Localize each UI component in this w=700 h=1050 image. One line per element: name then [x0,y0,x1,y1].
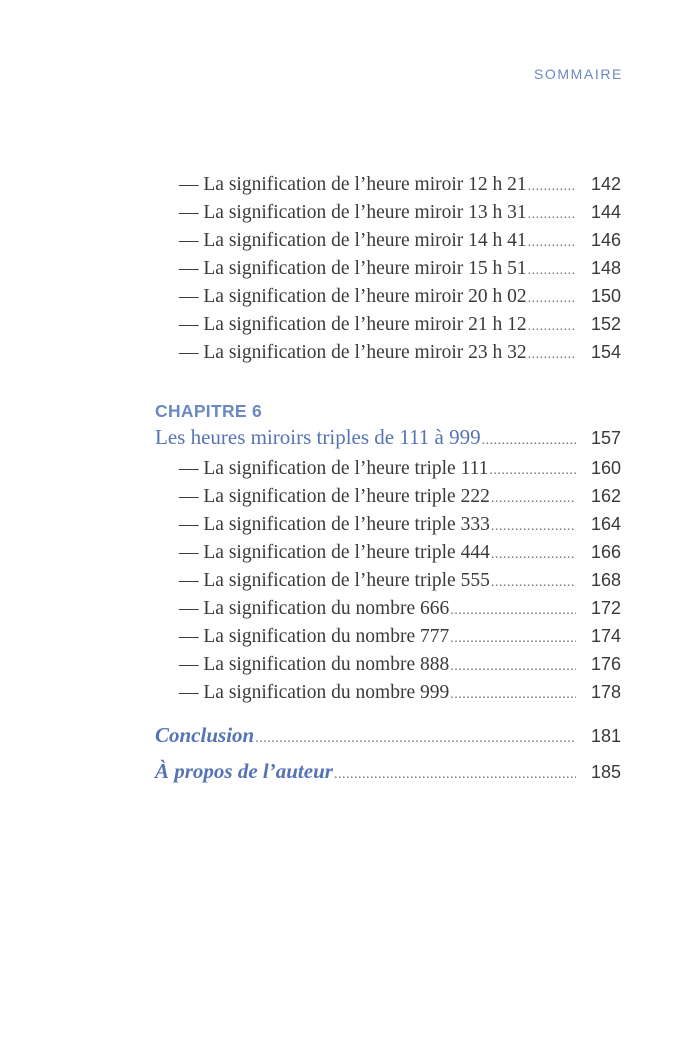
toc-entry-label: — La signification de l’heure miroir 20 h 02 [179,286,527,307]
toc-entry-label: — La signification du nombre 888 [179,654,450,675]
leader-dots [528,257,576,285]
chapter-title-page: 157 [590,428,621,448]
leader-dots [491,569,576,597]
toc-entry-label: À propos de l’auteur [155,759,333,783]
toc-entry-label: — La signification de l’heure miroir 23 h 32 [179,342,527,363]
toc-entry[interactable] [155,510,621,538]
toc-entry-page: 178 [590,682,621,702]
toc-entry-label: — La signification de l’heure triple 444 [179,542,490,563]
toc-entry-page: 174 [590,626,621,646]
leader-dots [491,541,576,569]
chapter-heading: CHAPITRE 6 [155,401,263,421]
leader-dots [489,457,576,485]
toc-group-heure-miroir [155,170,621,366]
toc-chapter-6 [155,400,621,706]
leader-dots [450,625,576,653]
toc-entry[interactable] [155,338,621,366]
leader-dots [528,285,576,313]
toc-entry[interactable] [155,454,621,482]
toc-entry-page: 185 [590,762,621,782]
toc-entry-page: 168 [590,570,621,590]
chapter-title-label: Les heures miroirs triples de 111 à 999 [155,425,481,449]
leader-dots [528,341,576,369]
leader-dots [450,653,576,681]
toc-entry-page: 144 [590,202,621,222]
leader-dots [528,201,576,229]
toc-entry-label: — La signification de l’heure miroir 12 h 21 [179,174,527,195]
toc-entry-page: 176 [590,654,621,674]
toc-entry-page: 154 [590,342,621,362]
toc-entry-page: 160 [590,458,621,478]
toc-entry-label: — La signification de l’heure miroir 14 h 41 [179,230,527,251]
toc-entry[interactable] [155,170,621,198]
leader-dots [450,597,576,625]
toc-entry[interactable] [155,538,621,566]
toc-entry-label: — La signification du nombre 777 [179,626,450,647]
chapter-title-entry[interactable] [155,422,621,454]
toc-entry-page: 166 [590,542,621,562]
leader-dots [528,229,576,257]
toc-back-matter [155,720,621,788]
toc-entry-conclusion[interactable] [155,720,621,756]
toc-entry-label: — La signification de l’heure triple 111 [179,458,489,479]
toc-entry[interactable] [155,650,621,678]
toc-entry-label: — La signification du nombre 666 [179,598,450,619]
toc-entry-page: 148 [590,258,621,278]
toc-entry[interactable] [155,254,621,282]
toc-entry-label: — La signification de l’heure triple 555 [179,570,490,591]
toc-entry-label: — La signification du nombre 999 [179,682,450,703]
toc-entry-label: Conclusion [155,723,255,747]
leader-dots [491,513,576,541]
toc-entry-label: — La signification de l’heure miroir 21 h 12 [179,314,527,335]
running-head: SOMMAIRE [533,66,623,82]
leader-dots [491,485,576,513]
toc-entry-about-author[interactable] [155,756,621,788]
toc-entry-page: 181 [590,726,621,746]
toc-entry-label: — La signification de l’heure triple 222 [179,486,490,507]
toc-entry-page: 142 [590,174,621,194]
leader-dots [528,313,576,341]
toc-entry[interactable] [155,282,621,310]
toc-entry-label: — La signification de l’heure miroir 15 h 51 [179,258,527,279]
toc-entry-page: 164 [590,514,621,534]
toc-entry-page: 162 [590,486,621,506]
leader-dots [334,760,576,790]
leader-dots [450,681,576,709]
toc-entry[interactable] [155,566,621,594]
toc-entry-page: 172 [590,598,621,618]
toc-entry[interactable] [155,226,621,254]
toc-entry-label: — La signification de l’heure miroir 13 h 31 [179,202,527,223]
leader-dots [255,724,576,754]
toc-entry[interactable] [155,594,621,622]
toc-entry-page: 146 [590,230,621,250]
leader-dots [528,173,576,201]
toc-entry[interactable] [155,622,621,650]
toc-entry-label: — La signification de l’heure triple 333 [179,514,490,535]
toc-entry[interactable] [155,198,621,226]
toc-entry-page: 150 [590,286,621,306]
toc-entry[interactable] [155,482,621,510]
toc-entry[interactable] [155,678,621,706]
toc-entry[interactable] [155,310,621,338]
toc-entry-page: 152 [590,314,621,334]
leader-dots [482,426,576,456]
